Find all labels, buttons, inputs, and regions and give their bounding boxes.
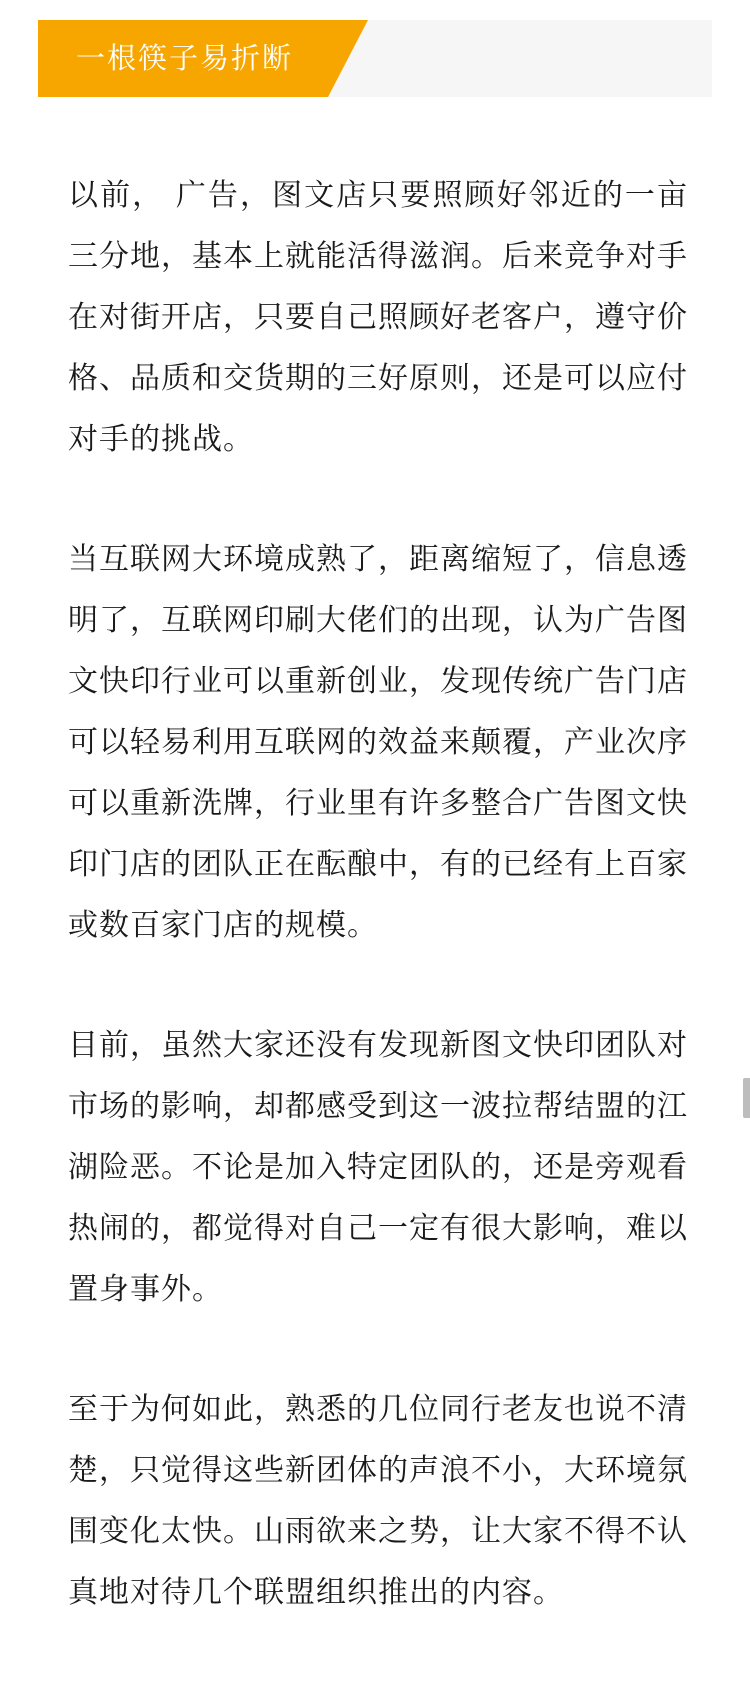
paragraph: 当互联网大环境成熟了，距离缩短了，信息透明了，互联网印刷大佬们的出现，认为广告图文快印行业可以重新创业，发现传统广告门店可以轻易利用互联网的效益来颠覆，产业次序可以重新洗牌，行业里有许多整合广告图文快印门店的团队正在酝酿中，有的已经有上百家或数百家门店的规模。 [68, 542, 688, 943]
section-header [38, 20, 712, 97]
paragraph: 以前， 广告，图文店只要照顾好邻近的一亩三分地，基本上就能活得滋润。后来竞争对手在对街开店，只要自己照顾好老客户，遵守价格、品质和交货期的三好原则，还是可以应付对手的挑战。 [68, 178, 688, 457]
paragraph: 目前，虽然大家还没有发现新图文快印团队对市场的影响，却都感受到这一波拉帮结盟的江湖险恶。不论是加入特定团队的，还是旁观看热闹的，都觉得对自己一定有很大影响，难以置身事外。 [68, 1028, 688, 1307]
section-title: 一根筷子易折断 [76, 41, 294, 75]
scrollbar-thumb[interactable] [743, 1078, 750, 1118]
article-body [68, 165, 688, 1682]
section-header-tab [38, 20, 368, 97]
paragraph: 至于为何如此，熟悉的几位同行老友也说不清楚，只觉得这些新团体的声浪不小，大环境氛围变化太快。山雨欲来之势，让大家不得不认真地对待几个联盟组织推出的内容。 [68, 1392, 688, 1610]
